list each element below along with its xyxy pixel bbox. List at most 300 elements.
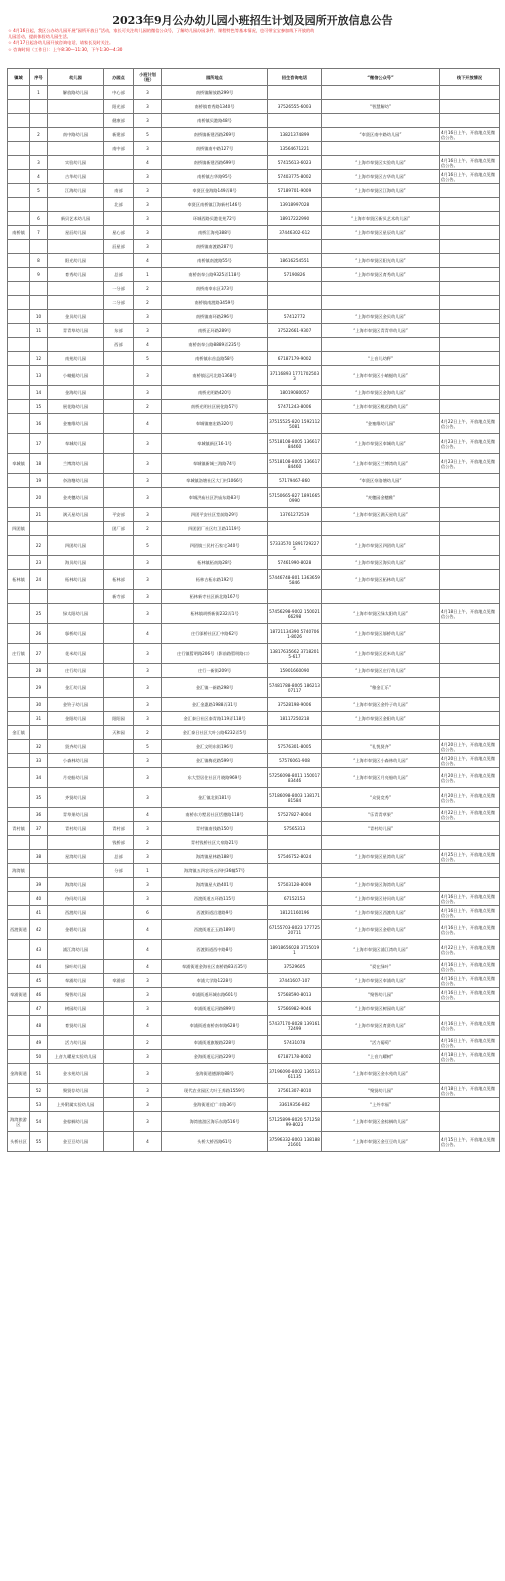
phone-cell: 33619356-802 (268, 1098, 322, 1112)
address-cell: 奉浦街道运河路899号 (162, 1002, 268, 1016)
visit-cell (440, 1112, 500, 1132)
phone-cell: 67187179-9002 (268, 352, 322, 366)
visit-cell (440, 556, 500, 570)
wechat-cell: “众贤竞秀” (322, 788, 440, 808)
phone-cell: 18117250218 (268, 712, 322, 726)
index-cell: 24 (30, 570, 48, 590)
campus-cell: 辰星部 (104, 240, 134, 254)
index-cell (30, 726, 48, 740)
class-plan-cell: 3 (134, 240, 162, 254)
class-plan-cell: 4 (134, 624, 162, 644)
address-cell: 金海街道近广丰路36号 (162, 1098, 268, 1112)
visit-cell: 4月20日上午，开放地点见微信公告。 (440, 788, 500, 808)
visit-cell (440, 664, 500, 678)
campus-cell (104, 254, 134, 268)
visit-cell (440, 184, 500, 198)
district-cell: 四团镇 (8, 522, 30, 536)
table-row (8, 434, 500, 454)
campus-cell (104, 156, 134, 170)
index-cell: 20 (30, 488, 48, 508)
table-row (8, 198, 500, 212)
index-cell (30, 864, 48, 878)
class-plan-cell: 3 (134, 310, 162, 324)
campus-cell: 新建部 (104, 128, 134, 142)
district-cell (8, 664, 30, 678)
address-cell: 南桥东方墅居社区恬德路118号 (162, 808, 268, 822)
address-cell: 奉浦大学路1228号 (162, 974, 268, 988)
visit-cell (440, 386, 500, 400)
campus-cell (104, 698, 134, 712)
class-plan-cell: 3 (134, 1064, 162, 1084)
wechat-cell: “上海市奉贤区奉浦幼儿园” (322, 974, 440, 988)
kindergarten-cell (48, 864, 104, 878)
kindergarten-cell: 庄行幼儿园 (48, 664, 104, 678)
campus-cell: 东部 (104, 324, 134, 338)
note-line: ☆ 咨询时间（工作日）：上午8:30—11:30，下午1:30—4:30 (8, 46, 123, 52)
address-cell: 奉城镇塞宏路320号 (162, 414, 268, 434)
index-cell: 35 (30, 788, 48, 808)
campus-cell: 二分部 (104, 296, 134, 310)
table-row (8, 1112, 500, 1132)
class-plan-cell: 3 (134, 768, 162, 788)
index-cell: 2 (30, 128, 48, 142)
class-plan-cell: 3 (134, 198, 162, 212)
phone-cell: 57518108-8005 13661784460 (268, 434, 322, 454)
kindergarten-cell: 育贤幼儿园 (48, 1016, 104, 1036)
phone-cell (268, 114, 322, 128)
address-cell: 庄行邬桥社区汇中路62号 (162, 624, 268, 644)
wechat-cell (322, 338, 440, 352)
kindergarten-cell: 柘林幼儿园 (48, 570, 104, 590)
address-cell: 东大型居住社区月晓路969号 (162, 768, 268, 788)
class-plan-cell: 3 (134, 712, 162, 726)
class-plan-cell: 3 (134, 1084, 162, 1098)
index-cell (30, 296, 48, 310)
visit-cell: 4月16日上午，开放地点见微信公告。 (440, 960, 500, 974)
wechat-cell: “乐青青草果” (322, 808, 440, 822)
campus-cell: 一分部 (104, 282, 134, 296)
wechat-cell (322, 590, 440, 604)
campus-cell (104, 892, 134, 906)
index-cell (30, 142, 48, 156)
table-row (8, 86, 500, 100)
campus-cell (104, 678, 134, 698)
campus-cell: 钱桥部 (104, 836, 134, 850)
address-cell: 柘林古柘东路192号 (162, 570, 268, 590)
note-line: 儿园活动，提前体验幼儿园生活。 (8, 34, 71, 40)
district-cell: 柘林镇 (8, 570, 30, 590)
district-cell (8, 536, 30, 556)
district-cell: 奉城镇 (8, 454, 30, 474)
index-cell: 45 (30, 974, 48, 988)
kindergarten-cell: 星湾幼儿园 (48, 850, 104, 864)
district-cell (8, 906, 30, 920)
campus-cell: 天和园 (104, 726, 134, 740)
address-cell: 南桥南奉公路9325弄118号 (162, 268, 268, 282)
address-cell: 金汇镇梅花路599号 (162, 754, 268, 768)
table-row (8, 268, 500, 282)
campus-cell (104, 1016, 134, 1036)
table-row (8, 836, 500, 850)
kindergarten-cell: 南苑幼儿园 (48, 352, 104, 366)
index-cell: 37 (30, 822, 48, 836)
table-row (8, 156, 500, 170)
district-cell: 庄行镇 (8, 644, 30, 664)
table-row (8, 590, 500, 604)
table-row (8, 100, 500, 114)
visit-cell (440, 1064, 500, 1084)
address-cell: 南桥镇育秀路1340号 (162, 100, 268, 114)
district-cell: 海湾镇 (8, 864, 30, 878)
visit-cell (440, 212, 500, 226)
visit-cell (440, 366, 500, 386)
district-cell: 青村镇 (8, 822, 30, 836)
kindergarten-cell (48, 590, 104, 604)
kindergarten-cell (48, 198, 104, 212)
table-row (8, 536, 500, 556)
phone-cell: 15901660090 (268, 664, 322, 678)
class-plan-cell: 4 (134, 940, 162, 960)
index-cell: 33 (30, 754, 48, 768)
table-row (8, 1084, 500, 1098)
index-cell: 51 (30, 1064, 48, 1084)
district-cell (8, 604, 30, 624)
campus-cell: 南中部 (104, 142, 134, 156)
class-plan-cell: 3 (134, 788, 162, 808)
class-plan-cell: 2 (134, 726, 162, 740)
district-cell (8, 836, 30, 850)
table-row (8, 310, 500, 324)
kindergarten-cell: 金水苑幼儿园 (48, 1064, 104, 1084)
class-plan-cell: 3 (134, 664, 162, 678)
kindergarten-cell: 新贝艺术幼儿园 (48, 212, 104, 226)
phone-cell: 57412772 (268, 310, 322, 324)
index-cell: 15 (30, 400, 48, 414)
table-row (8, 906, 500, 920)
address-cell: 南桥镇南渡路287号 (162, 240, 268, 254)
visit-cell (440, 1002, 500, 1016)
kindergarten-cell (48, 142, 104, 156)
kindergarten-cell: 金铃子幼儿园 (48, 698, 104, 712)
campus-cell: 健康部 (104, 114, 134, 128)
table-row (8, 142, 500, 156)
visit-cell: 4月22日上午，开放地点见微信公告。 (440, 808, 500, 822)
visit-cell: 4月20日上午，开放地点见微信公告。 (440, 768, 500, 788)
wechat-cell: “智慧解幼” (322, 100, 440, 114)
address-cell: 庄行一新街209号 (162, 664, 268, 678)
campus-cell (104, 556, 134, 570)
phone-cell: 13918997028 (268, 198, 322, 212)
class-plan-cell: 6 (134, 906, 162, 920)
kindergarten-cell: 海贝幼儿园 (48, 556, 104, 570)
class-plan-cell: 3 (134, 1002, 162, 1016)
table-row (8, 822, 500, 836)
index-cell: 47 (30, 1002, 48, 1016)
campus-cell (104, 1132, 134, 1152)
class-plan-cell: 4 (134, 156, 162, 170)
table-row (8, 254, 500, 268)
visit-cell (440, 590, 500, 604)
campus-cell: 团厂部 (104, 522, 134, 536)
address-cell: 奉浦街道南桥南奉路628号 (162, 1016, 268, 1036)
class-plan-cell: 3 (134, 86, 162, 100)
district-cell: 金海街道 (8, 1064, 30, 1084)
table-row (8, 522, 500, 536)
district-cell (8, 86, 30, 100)
phone-cell: 57576061-908 (268, 754, 322, 768)
kindergarten-cell: 金贝幼儿园 (48, 310, 104, 324)
class-plan-cell: 3 (134, 590, 162, 604)
phone-cell (268, 590, 322, 604)
wechat-cell (322, 864, 440, 878)
visit-cell (440, 100, 500, 114)
address-cell: 南桥镇南渡路3459号 (162, 296, 268, 310)
table-row (8, 768, 500, 788)
visit-cell: 4月23日上午，开放地点见微信公告。 (440, 454, 500, 474)
index-cell: 14 (30, 386, 48, 400)
phone-cell: 57125899-8020 57125899-8023 (268, 1112, 322, 1132)
visit-cell (440, 522, 500, 536)
class-plan-cell: 4 (134, 1132, 162, 1152)
class-plan-cell: 5 (134, 128, 162, 142)
district-cell: 金汇镇 (8, 726, 30, 740)
phone-cell: 57503128-8009 (268, 878, 322, 892)
index-cell: 41 (30, 906, 48, 920)
index-cell (30, 282, 48, 296)
campus-cell (104, 878, 134, 892)
address-cell: 南桥光明社区展化路57号 (162, 400, 268, 414)
wechat-cell: “奉贤区奈洛塘幼儿园” (322, 474, 440, 488)
visit-cell (440, 822, 500, 836)
kindergarten-cell: 江海幼儿园 (48, 184, 104, 198)
campus-cell (104, 474, 134, 488)
wechat-cell: “上海市奉贤区江海幼儿园” (322, 184, 440, 198)
address-cell: 四团团厂社区红卫路1119号 (162, 522, 268, 536)
address-cell: 柘林新寺社区新北路167号 (162, 590, 268, 604)
address-cell: 四团镇三民村石家宅340号 (162, 536, 268, 556)
kindergarten-cell: 展花路幼儿园 (48, 400, 104, 414)
phone-cell: 37446302-612 (268, 226, 322, 240)
wechat-cell: “上海市奉贤区树园幼儿园” (322, 1002, 440, 1016)
address-cell: 四团平安社区堂前路29号 (162, 508, 268, 522)
wechat-cell: “上海市奉贤区育秀幼儿园” (322, 268, 440, 282)
class-plan-cell: 3 (134, 570, 162, 590)
address-cell: 南桥镇解放路299号 (162, 86, 268, 100)
class-plan-cell: 3 (134, 170, 162, 184)
address-cell: 金汇文明东街196号 (162, 740, 268, 754)
address-cell: 现代农业园区大叶王养路1559号 (162, 1084, 268, 1098)
class-plan-cell: 3 (134, 974, 162, 988)
phone-cell: 37116893 17717025033 (268, 366, 322, 386)
district-cell (8, 400, 30, 414)
visit-cell (440, 712, 500, 726)
table-row (8, 808, 500, 822)
table-row (8, 644, 500, 664)
district-cell (8, 768, 30, 788)
campus-cell: 星心部 (104, 226, 134, 240)
header-cell: 序号 (30, 69, 48, 86)
campus-cell: 奉浦部 (104, 974, 134, 988)
district-cell (8, 1084, 30, 1098)
header-cell: 招生咨询电话 (268, 69, 322, 86)
header-cell: 小班计划（班） (134, 69, 162, 86)
class-plan-cell: 3 (134, 488, 162, 508)
kindergarten-cell: 青村幼儿园 (48, 822, 104, 836)
note-line: ☆ 4月17日起各幼儿园开放咨询电话，请家长及时关注。 (8, 40, 114, 46)
table-row (8, 850, 500, 864)
wechat-cell: “上海市奉贤区庄行幼儿园” (322, 664, 440, 678)
visit-cell (440, 1098, 500, 1112)
phone-cell: 57565313 (268, 822, 322, 836)
index-cell (30, 114, 48, 128)
wechat-cell: “上海市奉贤区实验幼儿园” (322, 156, 440, 170)
district-cell (8, 1016, 30, 1036)
wechat-cell: “上海市奉贤区邬桥幼儿园” (322, 624, 440, 644)
address-cell: 金汇镇一新路298号 (162, 678, 268, 698)
kindergarten-cell: 金麦穗幼儿园 (48, 488, 104, 508)
phone-cell: 37529605 (268, 960, 322, 974)
wechat-cell: “上海市奉贤区星辰幼儿园” (322, 226, 440, 240)
phone-cell: 18019080057 (268, 386, 322, 400)
header-cell: “微信公众号” (322, 69, 440, 86)
index-cell: 16 (30, 414, 48, 434)
kindergarten-cell: 满天星幼儿园 (48, 508, 104, 522)
table-row (8, 114, 500, 128)
index-cell: 54 (30, 1112, 48, 1132)
phone-cell: 18616254551 (268, 254, 322, 268)
visit-cell (440, 878, 500, 892)
phone-cell: 67187178-8002 (268, 1050, 322, 1064)
campus-cell (104, 1098, 134, 1112)
kindergarten-cell: 上音九曜星实验幼儿园 (48, 1050, 104, 1064)
address-cell: 庄行镇暂明路206号（影前路暂明路口） (162, 644, 268, 664)
kindergarten-cell: 上外附属实验幼儿园 (48, 1098, 104, 1112)
class-plan-cell: 3 (134, 434, 162, 454)
phone-cell: 57546752-8024 (268, 850, 322, 864)
visit-cell: 4月22日上午，开放地点见微信公告。 (440, 940, 500, 960)
address-cell: 南桥南奉东区373号 (162, 282, 268, 296)
visit-cell (440, 324, 500, 338)
index-cell: 55 (30, 1132, 48, 1152)
phone-cell: 37528198-9006 (268, 698, 322, 712)
index-cell: 27 (30, 644, 48, 664)
campus-cell: 阳光部 (104, 100, 134, 114)
district-cell: 南桥镇 (8, 226, 30, 240)
wechat-cell: “上海市奉贤区金阳幼儿园” (322, 712, 440, 726)
index-cell: 13 (30, 366, 48, 386)
table-row (8, 1050, 500, 1064)
campus-cell (104, 386, 134, 400)
wechat-cell (322, 240, 440, 254)
address-cell: 西渡街道西中路8号 (162, 940, 268, 960)
district-cell (8, 310, 30, 324)
visit-cell: 4月18日上午，开放地点见微信公告。 (440, 1050, 500, 1064)
table-row (8, 1098, 500, 1112)
class-plan-cell: 3 (134, 556, 162, 570)
wechat-cell: “上海市奉贤区奉城幼儿园” (322, 434, 440, 454)
phone-cell: 57446748-801 13636595846 (268, 570, 322, 590)
address-cell: 头桥大桥西路61号 (162, 1132, 268, 1152)
address-cell: 金汇金惠路1988弄31号 (162, 698, 268, 712)
phone-cell: 57150665-827 18916650990 (268, 488, 322, 508)
phone-cell: 57333570 18917292275 (268, 536, 322, 556)
index-cell: 21 (30, 508, 48, 522)
table-row (8, 1016, 500, 1036)
wechat-cell: “金塞维幼儿园” (322, 414, 440, 434)
table-row (8, 1132, 500, 1152)
header-cell: 办园点 (104, 69, 134, 86)
wechat-cell (322, 198, 440, 212)
phone-cell: 57256098-8011 15001783446 (268, 768, 322, 788)
index-cell: 7 (30, 226, 48, 240)
index-cell (30, 240, 48, 254)
visit-cell (440, 678, 500, 698)
phone-cell: 13821374899 (268, 128, 322, 142)
visit-cell: 4月16日上午，开放地点见微信公告。 (440, 988, 500, 1002)
class-plan-cell: 5 (134, 352, 162, 366)
wechat-cell: “上海市奉贤区海湾幼儿园” (322, 878, 440, 892)
table-row (8, 240, 500, 254)
class-plan-cell: 2 (134, 522, 162, 536)
kindergarten-cell (48, 282, 104, 296)
district-cell (8, 788, 30, 808)
class-plan-cell: 2 (134, 296, 162, 310)
class-plan-cell: 3 (134, 226, 162, 240)
wechat-cell: “上海市奉贤区星湾幼儿园” (322, 850, 440, 864)
district-cell (8, 754, 30, 768)
campus-cell (104, 454, 134, 474)
campus-cell: 中心部 (104, 86, 134, 100)
district-cell (8, 414, 30, 434)
visit-cell: 4月16日上午，开放地点见微信公告。 (440, 906, 500, 920)
table-row (8, 400, 500, 414)
address-cell: 环城西路贝港花苑72号 (162, 212, 268, 226)
district-cell (8, 324, 30, 338)
visit-cell: 4月18日上午，开放地点见微信公告。 (440, 1084, 500, 1098)
class-plan-cell: 3 (134, 678, 162, 698)
table-row (8, 414, 500, 434)
table-row (8, 698, 500, 712)
kindergarten-cell: 育秀幼儿园 (48, 268, 104, 282)
campus-cell: 总部 (104, 268, 134, 282)
phone-cell (268, 726, 322, 740)
phone-cell: 13817635662 37182015-617 (268, 644, 322, 664)
wechat-cell (322, 86, 440, 100)
phone-cell: 57190826 (268, 268, 322, 282)
district-cell (8, 974, 30, 988)
phone-cell: 57431078 (268, 1036, 322, 1050)
campus-cell (104, 906, 134, 920)
campus-cell (104, 1112, 134, 1132)
phone-cell (268, 296, 322, 310)
visit-cell: 4月16日上午，开放地点见微信公告。 (440, 892, 500, 906)
table-row (8, 366, 500, 386)
district-cell (8, 712, 30, 726)
index-cell: 17 (30, 434, 48, 454)
district-cell: 头桥社区 (8, 1132, 30, 1152)
wechat-cell: “上海市奉贤区柘林幼儿园” (322, 570, 440, 590)
address-cell: 柘林镇胡桥新街232弄1号 (162, 604, 268, 624)
phone-cell: 18721134390 57407061-8026 (268, 624, 322, 644)
phone-cell (268, 864, 322, 878)
note-line: ☆ 4月16日起，我区公办幼儿园开展“园所开放日”活动，家长可关注幼儿园的微信公众号，了解幼儿园办园条件、课程特色等基本情况，也可带宝宝参加线下开放的幼 (8, 28, 315, 33)
class-plan-cell: 3 (134, 822, 162, 836)
kindergarten-cell: 星辰幼儿园 (48, 226, 104, 240)
wechat-cell: “上海市奉贤区四团幼儿园” (322, 536, 440, 556)
campus-cell: 总部 (104, 850, 134, 864)
address-cell: 南桥镇古华路95号 (162, 170, 268, 184)
index-cell: 44 (30, 960, 48, 974)
